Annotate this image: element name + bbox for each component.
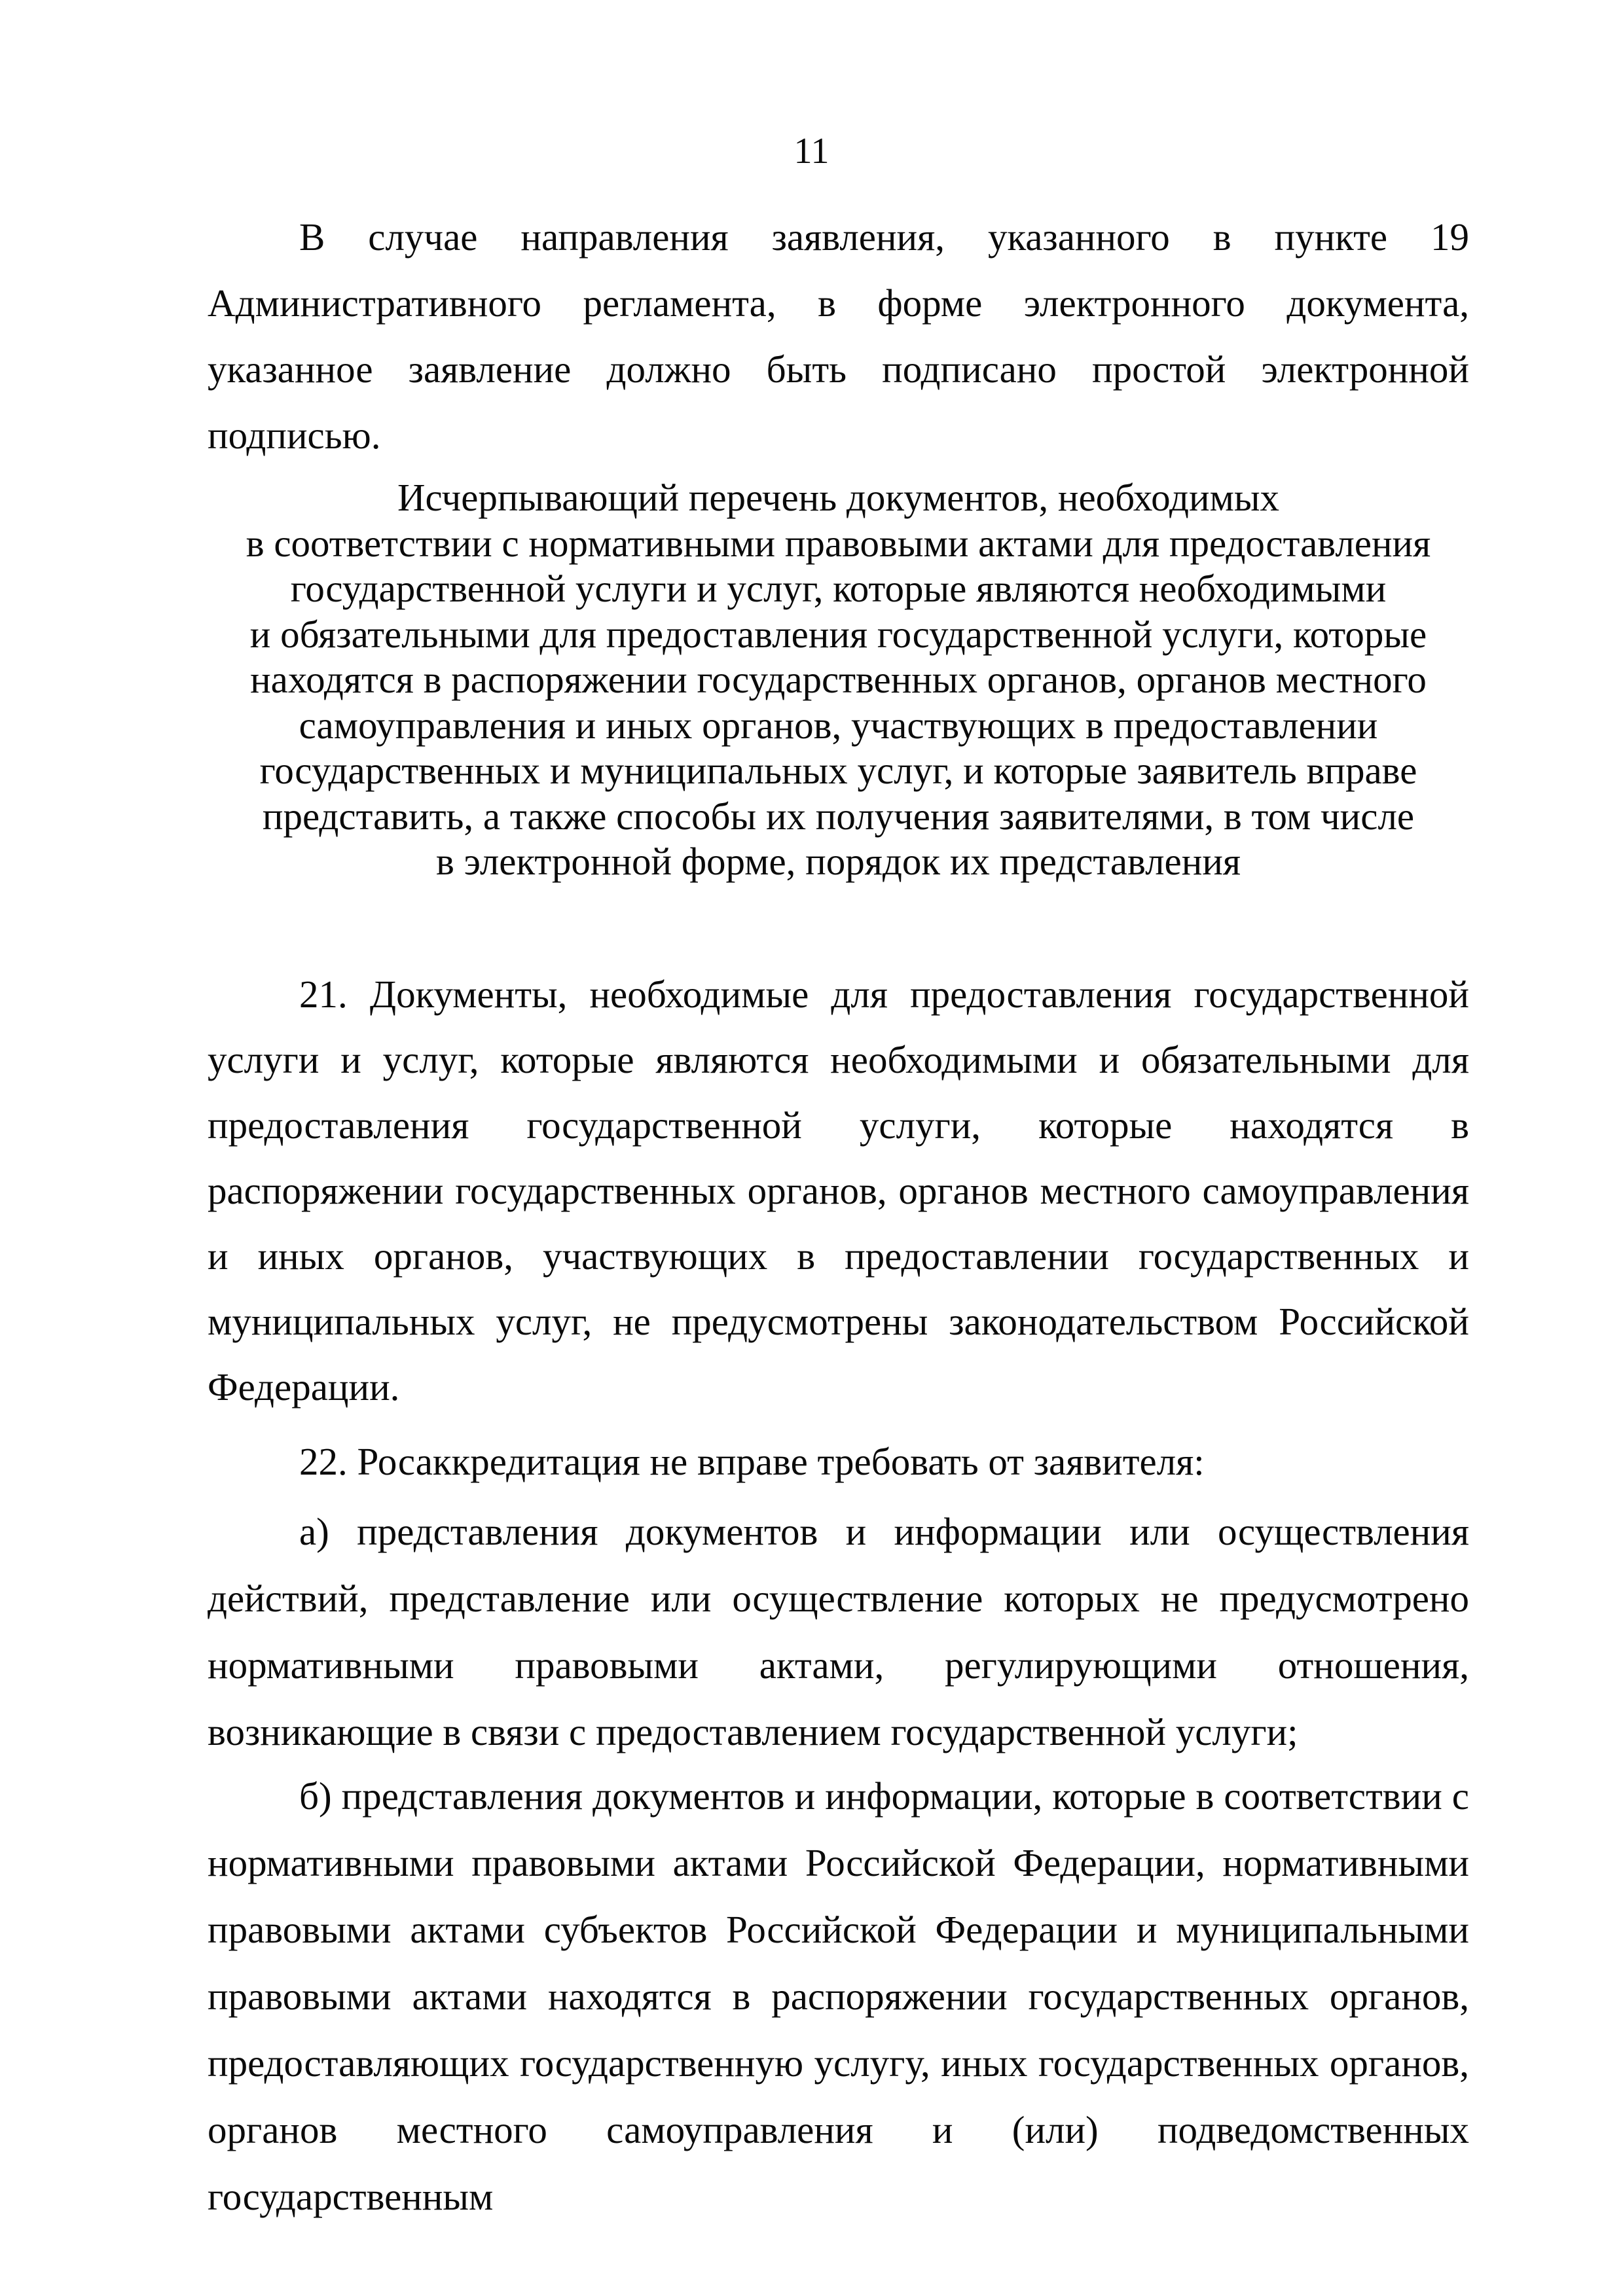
heading-line: в электронной форме, порядок их представления: [435, 840, 1241, 883]
heading-line: Исчерпывающий перечень документов, необходимых: [397, 476, 1280, 519]
heading-line: представить, а также способы их получения заявителями, в том числе: [262, 794, 1415, 838]
section-heading: [208, 475, 1469, 885]
paragraph-22: 22. Росаккредитация не вправе требовать от заявителя:: [299, 1440, 1205, 1483]
heading-line: государственной услуги и услуг, которые являются необходимыми: [290, 567, 1387, 610]
paragraph-22-a: а) представления документов и информации или осуществления действий, представление или осуществление которых не предусмотрено нормативными правовыми актами, регулирующими отношения, возникающие в связи с предоставлением государственной услуги;: [208, 1510, 1469, 1753]
heading-line: самоуправления и иных органов, участвующих в предоставлении: [299, 703, 1378, 747]
heading-line: в соответствии с нормативными правовыми актами для предоставления: [246, 521, 1431, 565]
heading-line: государственных и муниципальных услуг, и которые заявитель вправе: [259, 749, 1417, 792]
paragraph-21: 21. Документы, необходимые для предоставления государственной услуги и услуг, которые являются необходимыми и обязательными для предоставления государственной услуги, которые находятся в распоряжении государственных органов, органов местного самоуправления и иных органов, участвующих в предоставлении государственных и муниципальных услуг, не предусмотрены законодательством Российской Федерации.: [208, 973, 1469, 1408]
heading-line: и обязательными для предоставления государственной услуги, которые: [249, 612, 1427, 656]
intro-paragraph: В случае направления заявления, указанного в пункте 19 Административного регламента, в форме электронного документа, указанное заявление должно быть подписано простой электронной подписью.: [208, 215, 1469, 457]
page-number: 11: [793, 131, 830, 171]
heading-line: находятся в распоряжении государственных органов, органов местного: [250, 658, 1427, 701]
paragraph-22-b: б) представления документов и информации, которые в соответствии с нормативными правовыми актами Российской Федерации, нормативными правовыми актами субъектов Российской Федерации и муниципальными правовыми актами находятся в распоряжении государственных органов, предоставляющих государственную услугу, иных государственных органов, органов местного самоуправления и (или) подведомственных государственным: [208, 1774, 1469, 2218]
